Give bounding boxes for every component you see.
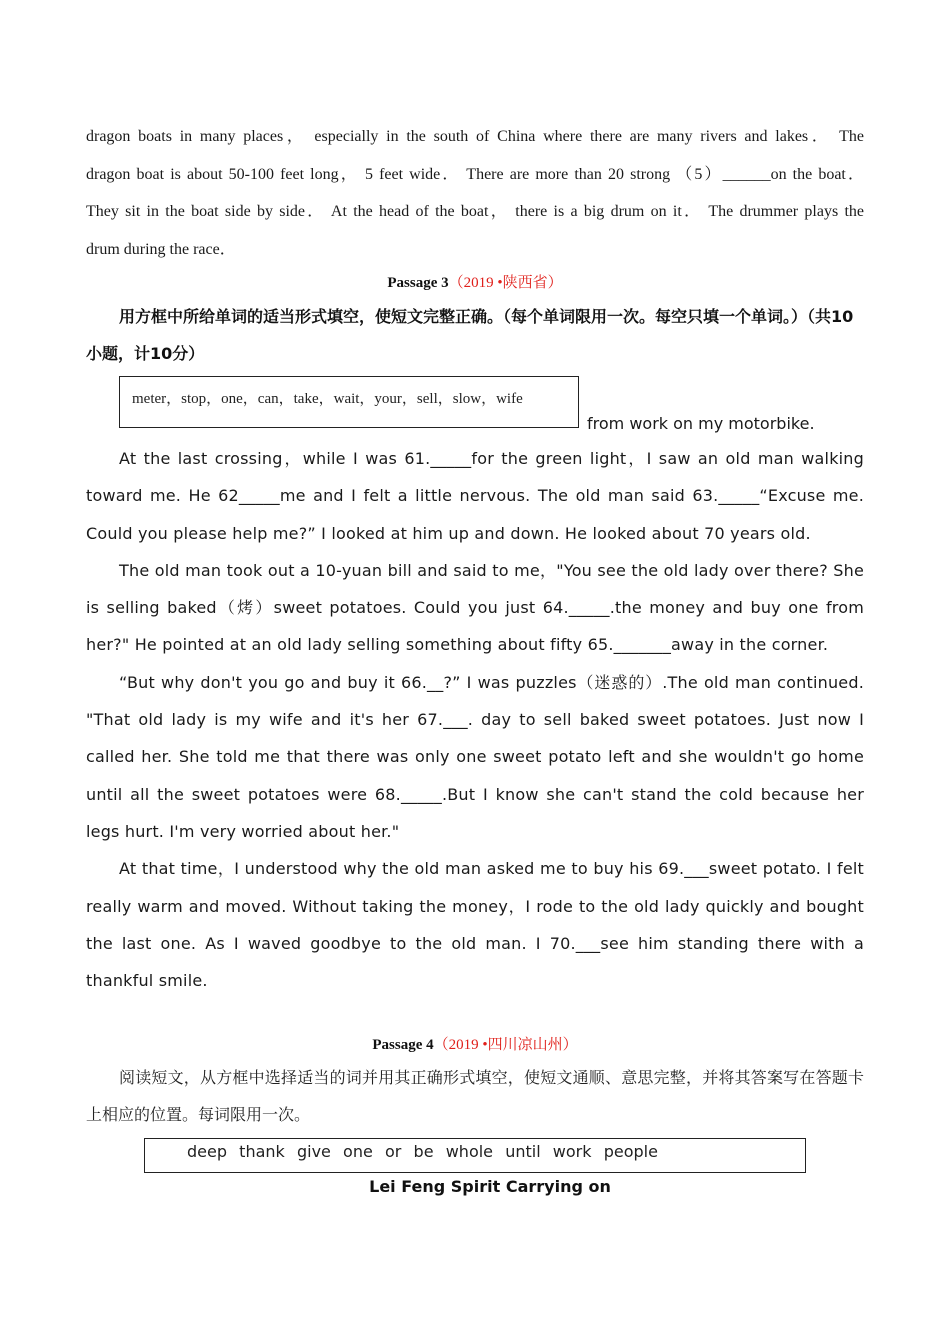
- passage3-paragraph-4: At that time，I understood why the old man asked me to buy his 69.___sweet potato. I felt really warm and moved. Without taking the money，I rode to the old lady quickly and bought the last one. As I waved goodbye to the old man. I 70.___see him standing there with a thankful smile.: [86, 859, 864, 991]
- passage4-word-box: [144, 1138, 806, 1173]
- passage2-line-1: dragon boats in many places， especially in the south of China where there are many rivers and lakes． The: [86, 128, 864, 145]
- passage3-source: （2019 •陕西省）: [448, 275, 563, 291]
- passage3-paragraph-1: At the last crossing，while I was 61._____for the green light，I saw an old man walking toward me. He 62_____me and I felt a little nervous. The old man said 63._____“Excuse me. Could you please help me?” I looked at him up and down. He looked about 70 years old.: [86, 449, 864, 543]
- passage3-score: 10: [150, 344, 173, 363]
- passage4-heading: [86, 1029, 864, 1061]
- passage2-line-3: They sit in the boat side by side． At the head of the boat， there is a big drum on it． The drummer plays the: [86, 203, 864, 220]
- passage3-instruction-text: 用方框中所给单词的适当形式填空，使短文完整正确。（每个单词限用一次。每空只填一个单词。）（共: [119, 307, 832, 326]
- passage3-partial-line: [587, 405, 815, 442]
- passage3-heading: [86, 267, 864, 299]
- passage3-question-count: 10: [831, 307, 854, 326]
- passage3-line-under-box: from work on my motorbike.: [587, 414, 815, 433]
- passage2-line-4: drum during the race．: [86, 240, 236, 258]
- passage2-line-2: dragon boat is about 50-100 feet long， 5 feet wide． There are more than 20 strong （5）______on the boat．: [86, 165, 864, 183]
- passage3-paragraph-2: The old man took out a 10-yuan bill and said to me，"You see the old lady over there? She is selling baked（烤）sweet potatoes. Could you just 64._____.the money and buy one from her?" He pointed at an old lady selling something about fifty 65._______away in the corner.: [86, 560, 864, 655]
- passage4-instruction-text: 阅读短文，从方框中选择适当的词并用其正确形式填空，使短文通顺、意思完整，并将其答案写在答题卡上相应的位置。每词限用一次。: [86, 1070, 864, 1124]
- passage3-instruction-mid: 小题，计: [86, 344, 151, 363]
- passage3-instruction: [86, 298, 864, 372]
- passage4-source: （2019 •四川凉山州）: [433, 1037, 578, 1053]
- passage3-body: [86, 440, 864, 999]
- passage4-instruction: [86, 1060, 864, 1134]
- passage3-word-box: meter，stop，one，can，take，wait，your，sell，slow，wife: [119, 376, 579, 428]
- passage3-paragraph-3: “But why don't you go and buy it 66.__?” I was puzzles（迷惑的）.The old man continued. "That old lady is my wife and it's her 67.___. day to sell baked sweet potatoes. Just now I called her. She told me that there was only one sweet potato left and she wouldn't go home until all the sweet potatoes were 68._____.But I know she can't stand the cold because her legs hurt. I'm very worried about her.": [86, 672, 864, 841]
- passage2-tail: [86, 118, 864, 268]
- passage4-title: Passage 4: [372, 1037, 434, 1053]
- passage4-word-list: deep thank give one or be whole until work people: [187, 1142, 658, 1161]
- passage4-article-title: Lei Feng Spirit Carrying on: [369, 1177, 611, 1196]
- passage3-instruction-end: 分）: [172, 344, 205, 363]
- passage3-title: Passage 3: [387, 275, 449, 291]
